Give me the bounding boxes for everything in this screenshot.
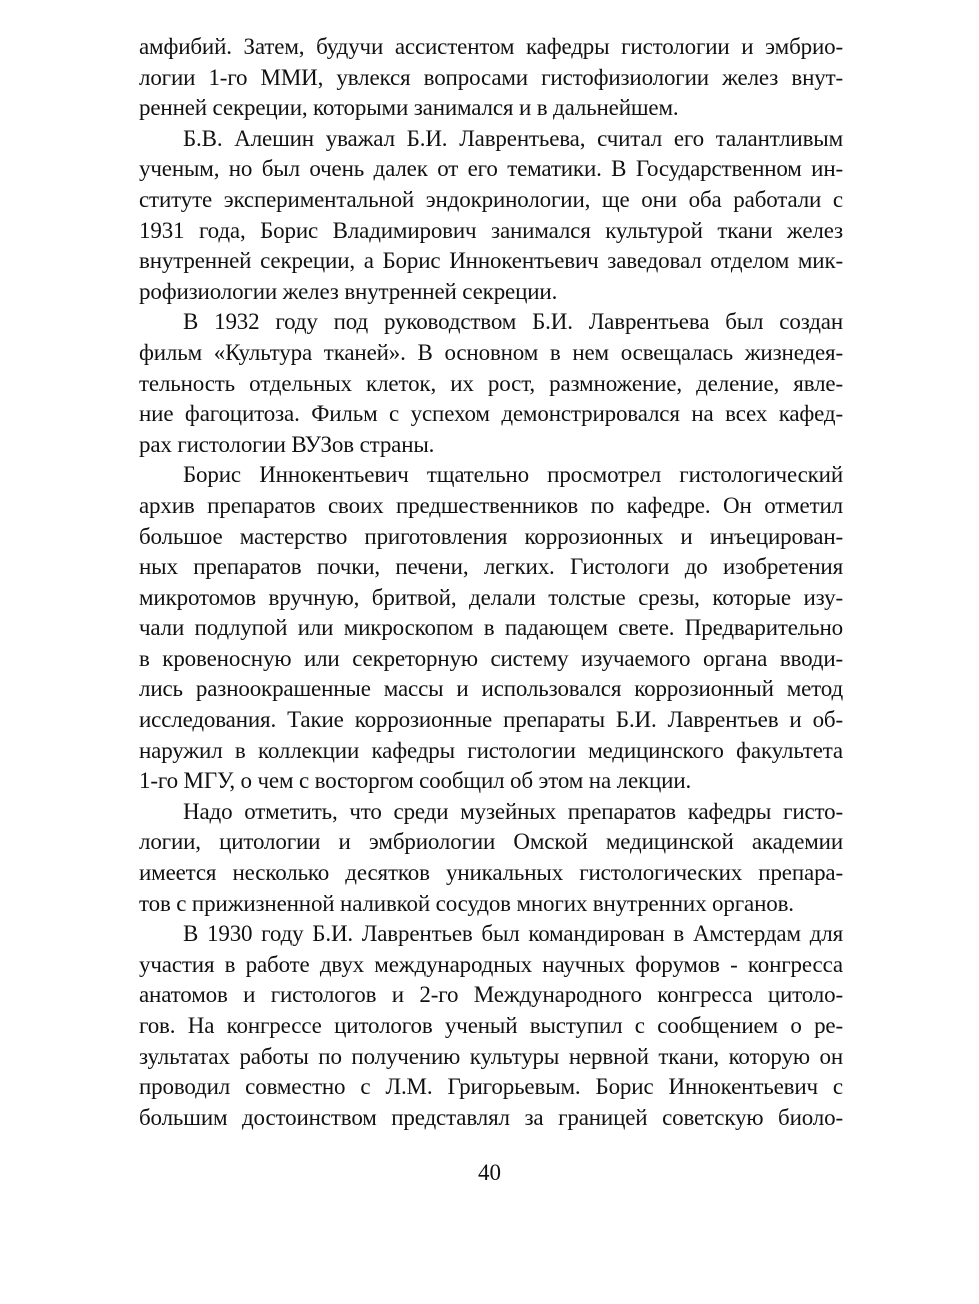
- text-line: ституте экспериментальной эндокринологии, ще они оба работали с: [139, 186, 843, 212]
- text-line: внутренней секреции, а Борис Иннокентьевич заведовал отделом мик-: [139, 248, 843, 274]
- text-line: большим достоинством представлял за границей советскую биоло-: [139, 1104, 843, 1130]
- text-line: тов с прижизненной наливкой сосудов многих внутренних органов.: [139, 890, 794, 916]
- text-line: логии 1-го ММИ, увлекся вопросами гистофизиологии желез внут-: [139, 64, 843, 90]
- text-line: анатомов и гистологов и 2-го Международного конгресса цитоло-: [139, 982, 843, 1008]
- text-line: логии, цитологии и эмбриологии Омской медицинской академии: [139, 829, 843, 855]
- paragraph-first-line: Борис Иннокентьевич тщательно просмотрел гистологический: [183, 462, 843, 488]
- body-text: [139, 32, 843, 1133]
- text-line: в кровеносную или секреторную систему изучаемого органа вводи-: [139, 645, 843, 671]
- paragraph-first-line: В 1930 году Б.И. Лаврентьев был командирован в Амстердам для: [183, 921, 843, 947]
- text-line: фильм «Культура тканей». В основном в нем освещалась жизнедея-: [139, 339, 843, 365]
- text-line: рофизиологии желез внутренней секреции.: [139, 278, 558, 304]
- text-line: зультатах работы по получению культуры нервной ткани, которую он: [139, 1043, 843, 1069]
- text-line: исследования. Такие коррозионные препараты Б.И. Лаврентьев и об-: [139, 707, 843, 733]
- text-line: микротомов вручную, бритвой, делали толстые срезы, которые изу-: [139, 584, 843, 610]
- paragraph-first-line: В 1932 году под руководством Б.И. Лаврентьева был создан: [183, 309, 843, 335]
- text-line: наружил в коллекции кафедры гистологии медицинского факультета: [139, 737, 843, 763]
- text-line: гов. На конгрессе цитологов ученый выступил с сообщением о ре-: [139, 1013, 843, 1038]
- text-line: большое мастерство приготовления коррозионных и инъецирован-: [139, 523, 843, 549]
- text-line: ных препаратов почки, печени, легких. Гистологи до изобретения: [139, 554, 843, 580]
- text-line: рах гистологии ВУЗов страны.: [139, 431, 435, 457]
- page-number: 40: [478, 1160, 501, 1185]
- text-line: участия в работе двух международных научных форумов - конгресса: [139, 951, 843, 977]
- text-line: ренней секреции, которыми занимался и в дальнейшем.: [139, 95, 679, 121]
- text-line: имеется несколько десятков уникальных гистологических препара-: [139, 860, 843, 886]
- text-line: амфибий. Затем, будучи ассистентом кафедры гистологии и эмбрио-: [139, 34, 843, 59]
- text-line: тельность отдельных клеток, их рост, размножение, деление, явле-: [139, 370, 843, 396]
- text-line: лись разноокрашенные массы и использовался коррозионный метод: [139, 676, 843, 702]
- paragraph-first-line: Надо отметить, что среди музейных препаратов кафедры гисто-: [183, 798, 843, 824]
- text-line: ние фагоцитоза. Фильм с успехом демонстрировался на всех кафед-: [139, 401, 843, 427]
- text-line: ученым, но был очень далек от его тематики. В Государственном ин-: [139, 156, 843, 182]
- text-line: проводил совместно с Л.М. Григорьевым. Борис Иннокентьевич с: [139, 1074, 843, 1100]
- text-line: 1-го МГУ, о чем с восторгом сообщил об этом на лекции.: [139, 768, 692, 794]
- text-line: чали подлупой или микроскопом в падающем свете. Предварительно: [139, 615, 843, 641]
- text-line: 1931 года, Борис Владимирович занимался культурой ткани желез: [139, 217, 843, 243]
- text-line: архив препаратов своих предшественников по кафедре. Он отметил: [139, 492, 843, 518]
- paragraph-first-line: Б.В. Алешин уважал Б.И. Лаврентьева, считал его талантливым: [183, 125, 843, 151]
